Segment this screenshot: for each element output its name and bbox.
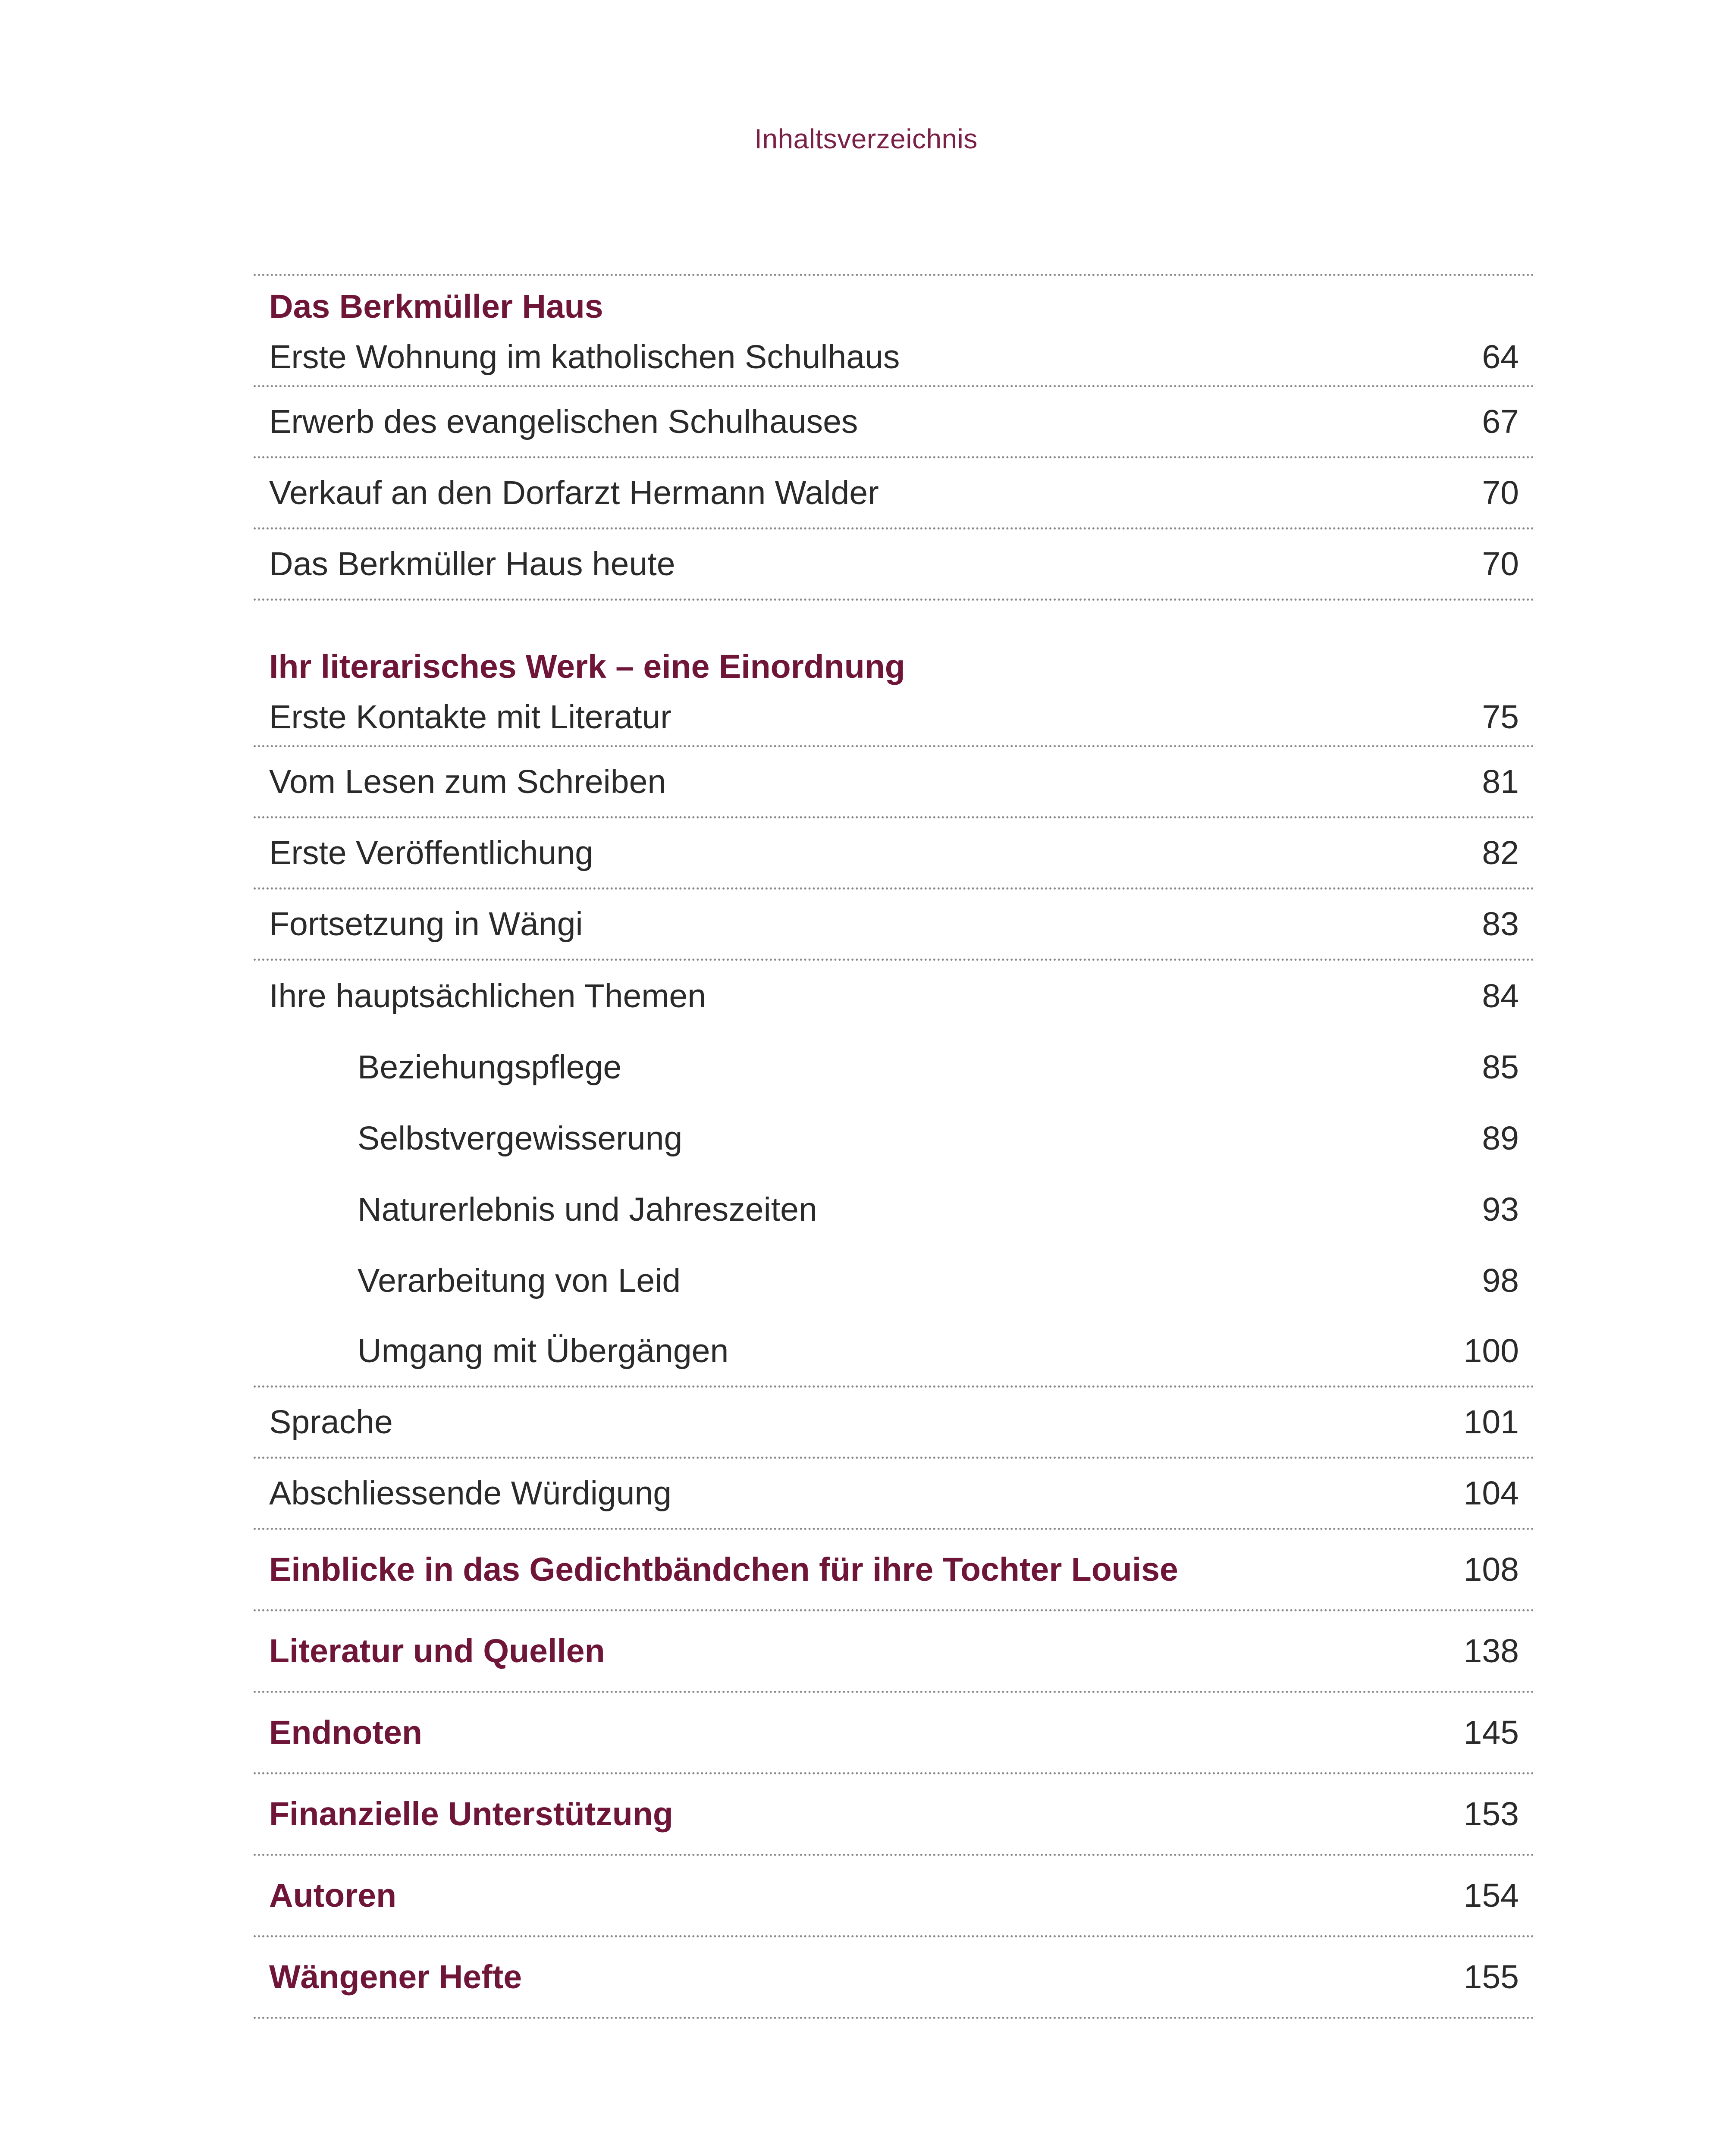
toc-major-title: Wängener Hefte	[269, 1958, 522, 1996]
toc-major-title: Endnoten	[269, 1714, 422, 1751]
toc-major-page: 153	[1463, 1795, 1519, 1833]
toc-major-title: Einblicke in das Gedichtbändchen für ihre Tochter Louise	[269, 1551, 1178, 1588]
toc-subentry[interactable]	[254, 1316, 1534, 1388]
section-heading-title: Ihr literarisches Werk – eine Einordnung	[269, 648, 905, 685]
toc-subentry[interactable]	[254, 1245, 1534, 1316]
toc-entry-title: Ihre hauptsächlichen Themen	[269, 978, 706, 1015]
running-head: Inhaltsverzeichnis	[754, 123, 978, 154]
section-heading[interactable]	[254, 276, 1534, 329]
toc-entry-title: Erste Kontakte mit Literatur	[269, 699, 671, 736]
toc-major-entry[interactable]	[254, 1611, 1534, 1693]
toc-entry-page: 81	[1482, 763, 1519, 800]
toc-entry[interactable]	[254, 747, 1534, 818]
toc-major-title: Autoren	[269, 1877, 397, 1914]
toc-subentry-page: 89	[1482, 1120, 1519, 1157]
toc-entry-page: 82	[1482, 834, 1519, 871]
toc-entry[interactable]	[254, 329, 1534, 387]
toc-major-page: 155	[1463, 1958, 1519, 1996]
toc-major-page: 145	[1463, 1714, 1519, 1751]
toc-subentry-title: Umgang mit Übergängen	[358, 1332, 729, 1369]
table-of-contents	[254, 274, 1534, 2019]
toc-major-entry[interactable]	[254, 1856, 1534, 1937]
toc-major-page: 108	[1463, 1551, 1519, 1588]
toc-entry-page: 70	[1482, 545, 1519, 583]
toc-major-entry[interactable]	[254, 1774, 1534, 1856]
toc-subentry-title: Beziehungspflege	[358, 1049, 622, 1086]
toc-subentry-page: 85	[1482, 1049, 1519, 1086]
toc-subentry-page: 98	[1482, 1262, 1519, 1299]
toc-entry-title: Vom Lesen zum Schreiben	[269, 763, 666, 800]
toc-major-title: Finanzielle Unterstützung	[269, 1795, 673, 1833]
toc-major-entry[interactable]	[254, 1530, 1534, 1611]
toc-entry-title: Abschliessende Würdigung	[269, 1474, 672, 1512]
toc-entry-page: 83	[1482, 905, 1519, 943]
section-spacer	[254, 601, 1534, 636]
toc-major-entry[interactable]	[254, 1937, 1534, 2019]
toc-entry[interactable]	[254, 689, 1534, 747]
toc-subentry[interactable]	[254, 1174, 1534, 1245]
toc-subentry[interactable]	[254, 1032, 1534, 1103]
section-heading-title: Das Berkmüller Haus	[269, 288, 603, 325]
toc-entry[interactable]	[254, 818, 1534, 890]
toc-entry-title: Verkauf an den Dorfarzt Hermann Walder	[269, 474, 879, 511]
toc-entry-page: 64	[1482, 338, 1519, 376]
toc-major-entry[interactable]	[254, 1693, 1534, 1774]
toc-entry-page: 67	[1482, 403, 1519, 440]
toc-major-page: 154	[1463, 1877, 1519, 1914]
toc-major-page: 138	[1463, 1632, 1519, 1670]
toc-subentry-page: 100	[1463, 1332, 1519, 1369]
toc-entry-title: Sprache	[269, 1403, 393, 1441]
toc-major-title: Literatur und Quellen	[269, 1632, 605, 1670]
toc-entry-page: 70	[1482, 474, 1519, 511]
toc-entry[interactable]	[254, 1459, 1534, 1530]
toc-entry[interactable]	[254, 961, 1534, 1032]
toc-subentry-page: 93	[1482, 1191, 1519, 1228]
toc-entry[interactable]	[254, 1388, 1534, 1459]
toc-entry-page: 75	[1482, 699, 1519, 736]
toc-entry-title: Erwerb des evangelischen Schulhauses	[269, 403, 858, 440]
toc-entry[interactable]	[254, 387, 1534, 458]
section-heading[interactable]	[254, 636, 1534, 689]
toc-entry-title: Fortsetzung in Wängi	[269, 905, 583, 943]
toc-subentry[interactable]	[254, 1103, 1534, 1174]
toc-entry[interactable]	[254, 458, 1534, 530]
toc-subentry-title: Verarbeitung von Leid	[358, 1262, 681, 1299]
toc-entry-page: 84	[1482, 978, 1519, 1015]
toc-entry[interactable]	[254, 890, 1534, 961]
toc-entry[interactable]	[254, 530, 1534, 601]
toc-entry-title: Das Berkmüller Haus heute	[269, 545, 675, 583]
toc-entry-title: Erste Veröffentlichung	[269, 834, 593, 871]
toc-entry-page: 104	[1463, 1474, 1519, 1512]
toc-entry-page: 101	[1463, 1403, 1519, 1441]
toc-entry-title: Erste Wohnung im katholischen Schulhaus	[269, 338, 900, 376]
toc-subentry-title: Naturerlebnis und Jahreszeiten	[358, 1191, 817, 1228]
toc-subentry-title: Selbstvergewisserung	[358, 1120, 683, 1157]
